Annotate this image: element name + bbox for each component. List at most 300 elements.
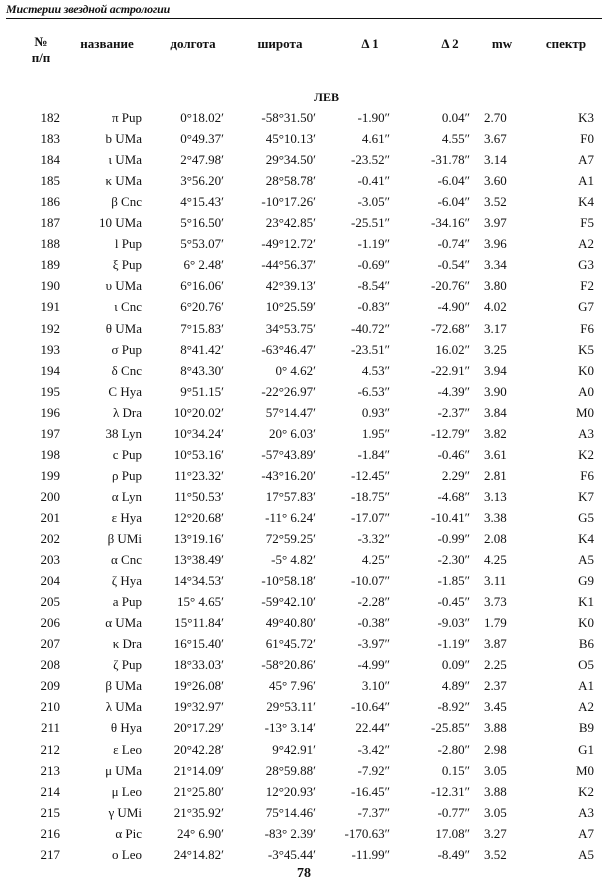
table-row xyxy=(0,445,608,465)
table-row xyxy=(0,382,608,402)
star-spectrum: F5 xyxy=(580,215,594,231)
table-row xyxy=(0,403,608,423)
star-latitude: 28°58.78′ xyxy=(265,173,316,189)
star-longitude: 21°25.80′ xyxy=(173,783,224,799)
star-name: κ UMa xyxy=(105,173,142,189)
star-number: 206 xyxy=(40,615,60,631)
star-number: 188 xyxy=(40,236,60,252)
table-row xyxy=(0,487,608,507)
star-magnitude: 3.80 xyxy=(484,278,507,294)
star-latitude: 20° 6.03′ xyxy=(268,425,316,441)
star-spectrum: A5 xyxy=(578,552,594,568)
star-spectrum: F6 xyxy=(580,467,594,483)
star-spectrum: B9 xyxy=(578,720,594,736)
star-number: 187 xyxy=(40,215,60,231)
table-row xyxy=(0,171,608,191)
star-magnitude: 3.82 xyxy=(484,425,507,441)
star-spectrum: F2 xyxy=(580,278,594,294)
star-delta1: -0.69″ xyxy=(357,257,390,273)
star-magnitude: 3.73 xyxy=(484,594,507,610)
star-delta2: 4.89″ xyxy=(441,678,470,694)
star-name: μ UMa xyxy=(105,762,142,778)
star-spectrum: A1 xyxy=(578,678,594,694)
star-spectrum: K7 xyxy=(578,488,594,504)
star-name: λ Dra xyxy=(112,404,142,420)
star-longitude: 13°19.16′ xyxy=(173,531,224,546)
star-delta1: 0.93″ xyxy=(361,404,390,420)
star-spectrum: A3 xyxy=(578,425,594,441)
star-magnitude: 3.67 xyxy=(484,131,507,147)
star-spectrum: G1 xyxy=(578,741,594,757)
star-delta1: -6.53″ xyxy=(357,383,390,399)
star-number: 211 xyxy=(40,720,60,736)
table-row xyxy=(0,550,608,570)
star-number: 216 xyxy=(40,825,60,841)
star-latitude: 72°59.25′ xyxy=(265,531,316,546)
star-longitude: 6° 2.48′ xyxy=(183,257,224,273)
col-header-mw: mw xyxy=(491,36,513,51)
star-longitude: 0°49.37′ xyxy=(180,131,224,147)
star-number: 213 xyxy=(40,762,60,778)
star-longitude: 3°56.20′ xyxy=(180,173,224,189)
star-name: κ Dra xyxy=(112,636,142,652)
star-spectrum: F6 xyxy=(580,320,594,336)
star-delta1: -1.90″ xyxy=(357,110,390,125)
table-row xyxy=(0,466,608,486)
star-number: 194 xyxy=(40,362,60,378)
star-magnitude: 3.61 xyxy=(484,446,507,462)
star-longitude: 2°47.98′ xyxy=(180,152,224,168)
star-delta2: -31.78″ xyxy=(431,152,470,168)
star-magnitude: 3.05 xyxy=(484,804,507,820)
star-latitude: -59°42.10′ xyxy=(261,594,316,610)
star-number: 198 xyxy=(40,446,60,462)
star-name: 10 UMa xyxy=(99,215,142,231)
star-delta1: -12.45″ xyxy=(351,467,390,483)
star-name: ρ Pup xyxy=(112,467,142,483)
table-row xyxy=(0,592,608,612)
star-spectrum: K2 xyxy=(578,783,594,799)
star-spectrum: A0 xyxy=(578,383,594,399)
table-row xyxy=(0,255,608,275)
star-longitude: 8°43.30′ xyxy=(180,362,224,378)
star-longitude: 10°20.02′ xyxy=(173,404,224,420)
star-delta1: -10.64″ xyxy=(351,699,390,715)
star-magnitude: 3.84 xyxy=(484,404,507,420)
star-delta2: -12.31″ xyxy=(431,783,470,799)
star-number: 197 xyxy=(40,425,60,441)
star-spectrum: O5 xyxy=(578,657,594,673)
star-longitude: 19°26.08′ xyxy=(173,678,224,694)
star-delta1: -3.42″ xyxy=(357,741,390,757)
table-row xyxy=(0,276,608,296)
star-name: θ UMa xyxy=(105,320,142,336)
star-spectrum: G7 xyxy=(578,299,594,315)
star-delta1: -0.41″ xyxy=(357,173,390,189)
star-name: δ Cnc xyxy=(111,362,142,378)
star-number: 185 xyxy=(40,173,60,189)
star-latitude: -13° 3.14′ xyxy=(264,720,316,736)
star-delta1: 4.53″ xyxy=(361,362,390,378)
star-spectrum: A5 xyxy=(578,846,594,862)
star-longitude: 5°53.07′ xyxy=(180,236,224,252)
star-magnitude: 3.11 xyxy=(484,573,507,589)
star-number: 190 xyxy=(40,278,60,294)
star-number: 203 xyxy=(40,552,60,568)
star-delta1: -3.32″ xyxy=(357,531,390,546)
star-latitude: 0° 4.62′ xyxy=(275,362,316,378)
star-spectrum: G9 xyxy=(578,573,594,589)
star-latitude: -63°46.47′ xyxy=(261,341,316,357)
star-magnitude: 3.27 xyxy=(484,825,507,841)
star-name: ε Leo xyxy=(113,741,142,757)
star-name: o Leo xyxy=(112,846,142,862)
star-longitude: 6°20.76′ xyxy=(180,299,224,315)
table-row xyxy=(0,361,608,381)
star-longitude: 21°35.92′ xyxy=(173,804,224,820)
star-latitude: 45°10.13′ xyxy=(265,131,316,147)
star-delta2: -8.49″ xyxy=(437,846,470,862)
star-name: ε Hya xyxy=(111,509,142,525)
star-latitude: 23°42.85′ xyxy=(265,215,316,231)
star-delta1: -0.83″ xyxy=(357,299,390,315)
col-header-delta2: Δ 2 xyxy=(441,36,459,51)
star-delta1: -23.52″ xyxy=(351,152,390,168)
star-delta1: 1.95″ xyxy=(361,425,390,441)
star-longitude: 18°33.03′ xyxy=(173,657,224,673)
star-longitude: 8°41.42′ xyxy=(180,341,224,357)
star-latitude: 61°45.72′ xyxy=(265,636,316,652)
star-delta1: -7.37″ xyxy=(357,804,390,820)
star-longitude: 15° 4.65′ xyxy=(176,594,224,610)
star-delta1: -4.99″ xyxy=(357,657,390,673)
table-row xyxy=(0,129,608,149)
star-delta1: -11.99″ xyxy=(351,846,390,862)
star-delta1: -7.92″ xyxy=(357,762,390,778)
book-title: Мистерии звездной астрологии xyxy=(6,2,171,16)
star-longitude: 6°16.06′ xyxy=(180,278,224,294)
table-row xyxy=(0,634,608,654)
star-magnitude: 2.37 xyxy=(484,678,507,694)
star-number: 208 xyxy=(40,657,60,673)
star-latitude: 57°14.47′ xyxy=(265,404,316,420)
table-row xyxy=(0,340,608,360)
star-magnitude: 2.25 xyxy=(484,657,507,673)
star-spectrum: M0 xyxy=(575,404,594,420)
star-longitude: 5°16.50′ xyxy=(180,215,224,231)
star-number: 201 xyxy=(40,509,60,525)
star-latitude: 29°53.11′ xyxy=(266,699,316,715)
star-magnitude: 2.98 xyxy=(484,741,507,757)
star-number: 183 xyxy=(40,131,60,147)
star-latitude: 29°34.50′ xyxy=(265,152,316,168)
star-magnitude: 2.08 xyxy=(484,531,507,546)
star-delta2: -9.03″ xyxy=(437,615,470,631)
star-latitude: 42°39.13′ xyxy=(265,278,316,294)
star-delta2: 0.09″ xyxy=(441,657,470,673)
star-delta2: -25.85″ xyxy=(431,720,470,736)
star-delta2: 16.02″ xyxy=(435,341,470,357)
star-delta1: -18.75″ xyxy=(351,488,390,504)
star-delta2: -8.92″ xyxy=(437,699,470,715)
star-longitude: 20°42.28′ xyxy=(173,741,224,757)
star-delta2: -0.46″ xyxy=(437,446,470,462)
table-row xyxy=(0,192,608,212)
star-name: υ UMa xyxy=(105,278,142,294)
star-number: 202 xyxy=(40,531,60,546)
star-name: α Cnc xyxy=(110,552,142,568)
star-number: 210 xyxy=(40,699,60,715)
table-row xyxy=(0,718,608,738)
star-name: θ Hya xyxy=(110,720,142,736)
star-name: l Pup xyxy=(114,236,142,252)
star-longitude: 24° 6.90′ xyxy=(176,825,224,841)
star-spectrum: K1 xyxy=(578,594,594,610)
star-magnitude: 3.13 xyxy=(484,488,507,504)
star-latitude: 28°59.88′ xyxy=(265,762,316,778)
star-spectrum: G5 xyxy=(578,509,594,525)
star-magnitude: 3.38 xyxy=(484,509,507,525)
star-name: γ UMi xyxy=(108,804,142,820)
table-header xyxy=(0,34,608,74)
star-latitude: -83° 2.39′ xyxy=(264,825,316,841)
star-name: 38 Lyn xyxy=(105,425,142,441)
star-delta2: -0.45″ xyxy=(437,594,470,610)
star-number: 205 xyxy=(40,594,60,610)
star-latitude: 75°14.46′ xyxy=(265,804,316,820)
col-header-latitude: широта xyxy=(257,36,303,51)
star-magnitude: 3.88 xyxy=(484,720,507,736)
star-name: α Lyn xyxy=(111,488,142,504)
star-spectrum: K5 xyxy=(578,341,594,357)
star-delta1: -1.84″ xyxy=(357,446,390,462)
star-delta2: -34.16″ xyxy=(431,215,470,231)
star-delta2: 0.15″ xyxy=(441,762,470,778)
star-longitude: 10°53.16′ xyxy=(173,446,224,462)
star-longitude: 11°50.53′ xyxy=(174,488,224,504)
page-number: 78 xyxy=(297,866,311,881)
star-delta1: 22.44″ xyxy=(355,720,390,736)
star-magnitude: 3.52 xyxy=(484,194,507,210)
star-magnitude: 3.60 xyxy=(484,173,507,189)
star-magnitude: 2.70 xyxy=(484,110,507,125)
star-number: 204 xyxy=(40,573,60,589)
star-number: 195 xyxy=(40,383,60,399)
star-magnitude: 3.52 xyxy=(484,846,507,862)
star-spectrum: K4 xyxy=(578,531,594,546)
star-magnitude: 4.02 xyxy=(484,299,507,315)
star-delta1: -16.45″ xyxy=(351,783,390,799)
star-spectrum: A7 xyxy=(578,152,594,168)
star-latitude: -43°16.20′ xyxy=(261,467,316,483)
star-latitude: -49°12.72′ xyxy=(261,236,316,252)
star-delta2: -4.39″ xyxy=(437,383,470,399)
star-delta1: -40.72″ xyxy=(351,320,390,336)
star-magnitude: 3.87 xyxy=(484,636,507,652)
star-delta1: -3.05″ xyxy=(357,194,390,210)
star-number: 199 xyxy=(40,467,60,483)
star-latitude: 34°53.75′ xyxy=(265,320,316,336)
star-number: 196 xyxy=(40,404,60,420)
star-latitude: -58°31.50′ xyxy=(261,110,316,125)
star-magnitude: 3.14 xyxy=(484,152,507,168)
star-latitude: -11° 6.24′ xyxy=(265,509,316,525)
star-delta2: -20.76″ xyxy=(431,278,470,294)
table-row xyxy=(0,782,608,802)
table-row xyxy=(0,676,608,696)
star-number: 214 xyxy=(40,783,60,799)
star-longitude: 7°15.83′ xyxy=(180,320,224,336)
star-delta2: -72.68″ xyxy=(431,320,470,336)
table-row xyxy=(0,824,608,844)
star-number: 200 xyxy=(40,488,60,504)
star-latitude: -5° 4.82′ xyxy=(271,552,316,568)
star-delta2: -2.80″ xyxy=(437,741,470,757)
table-row xyxy=(0,213,608,233)
table-row xyxy=(0,655,608,675)
star-magnitude: 3.94 xyxy=(484,362,507,378)
star-delta2: -4.90″ xyxy=(437,299,470,315)
table-row xyxy=(0,297,608,317)
table-row xyxy=(0,845,608,865)
star-name: ι Cnc xyxy=(114,299,142,315)
star-spectrum: K2 xyxy=(578,446,594,462)
star-name: ζ Pup xyxy=(113,657,142,673)
star-delta1: 4.25″ xyxy=(361,552,390,568)
star-delta1: -17.07″ xyxy=(351,509,390,525)
star-number: 189 xyxy=(40,257,60,273)
star-latitude: -3°45.44′ xyxy=(267,846,316,862)
star-spectrum: G3 xyxy=(578,257,594,273)
star-spectrum: K0 xyxy=(578,615,594,631)
table-row xyxy=(0,424,608,444)
star-name: β UMi xyxy=(107,531,142,546)
star-number: 182 xyxy=(40,110,60,125)
star-longitude: 11°23.32′ xyxy=(174,467,224,483)
star-number: 192 xyxy=(40,320,60,336)
table-row xyxy=(0,108,608,128)
star-latitude: -57°43.89′ xyxy=(261,446,316,462)
star-delta2: 17.08″ xyxy=(435,825,470,841)
star-longitude: 13°38.49′ xyxy=(173,552,224,568)
star-delta1: -2.28″ xyxy=(357,594,390,610)
star-delta1: -170.63″ xyxy=(344,825,390,841)
star-number: 212 xyxy=(40,741,60,757)
star-delta2: 4.55″ xyxy=(441,131,470,147)
star-delta1: 4.61″ xyxy=(361,131,390,147)
star-latitude: -22°26.97′ xyxy=(261,383,316,399)
star-longitude: 19°32.97′ xyxy=(173,699,224,715)
page-header xyxy=(6,4,602,19)
star-delta2: -0.99″ xyxy=(437,531,470,546)
star-delta1: -0.38″ xyxy=(357,615,390,631)
star-delta2: -12.79″ xyxy=(431,425,470,441)
star-number: 193 xyxy=(40,341,60,357)
star-latitude: -10°17.26′ xyxy=(261,194,316,210)
star-spectrum: K0 xyxy=(578,362,594,378)
star-number: 184 xyxy=(40,152,60,168)
star-spectrum: A2 xyxy=(578,699,594,715)
star-name: ζ Hya xyxy=(111,573,142,589)
star-delta2: -0.54″ xyxy=(437,257,470,273)
col-header-spectrum: спектр xyxy=(545,36,587,51)
star-delta1: -8.54″ xyxy=(357,278,390,294)
star-magnitude: 3.97 xyxy=(484,215,507,231)
star-delta2: -6.04″ xyxy=(437,194,470,210)
star-spectrum: B6 xyxy=(578,636,594,652)
star-magnitude: 3.17 xyxy=(484,320,507,336)
star-longitude: 9°51.15′ xyxy=(180,383,224,399)
star-name: σ Pup xyxy=(111,341,142,357)
star-spectrum: F0 xyxy=(580,131,594,147)
col-header-number xyxy=(26,34,56,66)
star-longitude: 21°14.09′ xyxy=(173,762,224,778)
star-magnitude: 3.05 xyxy=(484,762,507,778)
star-number: 186 xyxy=(40,194,60,210)
star-delta2: -2.30″ xyxy=(437,552,470,568)
star-name: c Pup xyxy=(112,446,142,462)
star-longitude: 16°15.40′ xyxy=(173,636,224,652)
star-spectrum: A7 xyxy=(578,825,594,841)
star-delta1: -3.97″ xyxy=(357,636,390,652)
star-latitude: 10°25.59′ xyxy=(265,299,316,315)
table-row xyxy=(0,697,608,717)
star-delta1: -25.51″ xyxy=(351,215,390,231)
star-spectrum: A1 xyxy=(578,173,594,189)
table-row xyxy=(0,571,608,591)
col-header-longitude: долгота xyxy=(170,36,216,51)
star-magnitude: 3.34 xyxy=(484,257,507,273)
star-longitude: 14°34.53′ xyxy=(173,573,224,589)
star-delta2: -10.41″ xyxy=(431,509,470,525)
star-name: μ Leo xyxy=(111,783,142,799)
star-magnitude: 3.90 xyxy=(484,383,507,399)
star-longitude: 24°14.82′ xyxy=(173,846,224,862)
star-longitude: 10°34.24′ xyxy=(173,425,224,441)
star-delta2: -1.19″ xyxy=(437,636,470,652)
star-delta1: -1.19″ xyxy=(357,236,390,252)
star-magnitude: 4.25 xyxy=(484,552,507,568)
star-latitude: 12°20.93′ xyxy=(265,783,316,799)
star-magnitude: 3.96 xyxy=(484,236,507,252)
star-name: β UMa xyxy=(105,678,142,694)
col-header-name: название xyxy=(80,36,134,51)
star-latitude: 9°42.91′ xyxy=(272,741,316,757)
star-name: a Pup xyxy=(112,594,142,610)
table-row xyxy=(0,613,608,633)
table-row xyxy=(0,319,608,339)
star-spectrum: M0 xyxy=(575,762,594,778)
star-name: ξ Pup xyxy=(112,257,142,273)
star-name: C Hya xyxy=(108,383,142,399)
star-longitude: 0°18.02′ xyxy=(180,110,224,125)
section-title: ЛЕВ xyxy=(314,90,339,104)
star-latitude: -44°56.37′ xyxy=(261,257,316,273)
star-delta2: -2.37″ xyxy=(437,404,470,420)
star-delta1: -10.07″ xyxy=(351,573,390,589)
star-delta2: -6.04″ xyxy=(437,173,470,189)
star-name: β Cnc xyxy=(111,194,142,210)
col-header-number-label: № п/п xyxy=(31,34,51,65)
table-row xyxy=(0,761,608,781)
star-number: 209 xyxy=(40,678,60,694)
star-longitude: 20°17.29′ xyxy=(173,720,224,736)
star-latitude: -10°58.18′ xyxy=(261,573,316,589)
star-delta2: -22.91″ xyxy=(431,362,470,378)
star-delta1: 3.10″ xyxy=(361,678,390,694)
star-magnitude: 3.25 xyxy=(484,341,507,357)
star-spectrum: K3 xyxy=(578,110,594,125)
